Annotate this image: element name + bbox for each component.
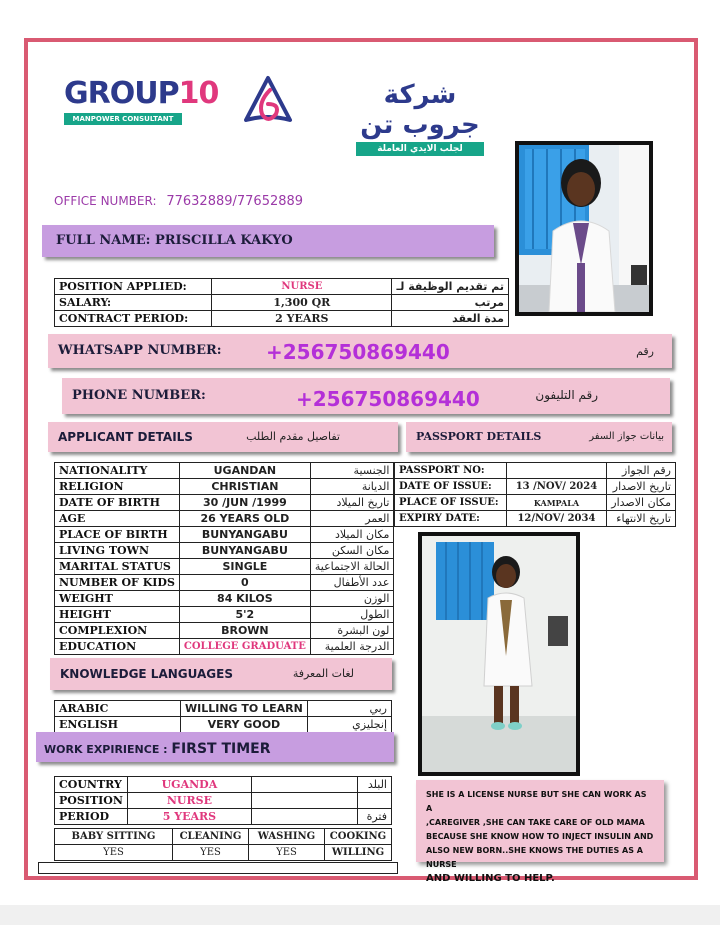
expiry-date-value: 12/NOV/ 2034: [506, 511, 607, 527]
period-ar: فترة: [357, 809, 391, 825]
religion-label: RELIGION: [55, 479, 180, 495]
table-row: [55, 639, 394, 655]
table-row: [55, 607, 394, 623]
passport-details-label: PASSPORT DETAILS: [416, 430, 542, 443]
work-experience-banner: [36, 732, 394, 762]
arabic-logo: [356, 80, 484, 156]
salary-label: SALARY:: [55, 295, 212, 311]
place-of-birth-value: BUNYANGABU: [179, 527, 310, 543]
applicant-photo-portrait: [515, 141, 653, 316]
living-town-label: LIVING TOWN: [55, 543, 180, 559]
contract-period-value: 2 YEARS: [212, 311, 392, 327]
applicant-details-ar-label: تفاصيل مقدم الطلب: [246, 430, 340, 443]
whatsapp-number: +256750869440: [266, 340, 450, 364]
living-town-ar: مكان السكن: [310, 543, 394, 559]
work-position-ar: [357, 793, 391, 809]
height-ar: الطول: [310, 607, 394, 623]
washing-header: WASHING: [249, 829, 325, 845]
place-of-birth-ar: مكان الميلاد: [310, 527, 394, 543]
marital-status-value: SINGLE: [179, 559, 310, 575]
note-line: BECAUSE SHE KNOW HOW TO INJECT INSULIN AND: [426, 832, 654, 841]
washing-value: YES: [249, 845, 325, 861]
complexion-value: BROWN: [179, 623, 310, 639]
date-of-issue-ar: تاريخ الاصدار: [607, 479, 676, 495]
note-line: ALSO NEW BORN..SHE KNOWS THE DUTIES AS A NURSE: [426, 846, 643, 869]
nationality-label: NATIONALITY: [55, 463, 180, 479]
table-row: [55, 495, 394, 511]
table-row: [55, 511, 394, 527]
place-of-issue-value: KAMPALA: [506, 495, 607, 511]
arabic-level: WILLING TO LEARN: [181, 701, 308, 717]
period-label: PERIOD: [55, 809, 128, 825]
nationality-value: UGANDAN: [179, 463, 310, 479]
date-of-issue-label: DATE OF ISSUE:: [395, 479, 507, 495]
dob-label: DATE OF BIRTH: [55, 495, 180, 511]
applicant-table: [54, 462, 394, 655]
table-row: [55, 479, 394, 495]
applicant-details-label: APPLICANT DETAILS: [58, 430, 193, 444]
logo-group-text: GROUP: [64, 76, 179, 111]
phone-banner: [62, 378, 670, 414]
age-ar: العمر: [310, 511, 394, 527]
table-row: [55, 591, 394, 607]
marital-status-label: MARITAL STATUS: [55, 559, 180, 575]
living-town-value: BUNYANGABU: [179, 543, 310, 559]
dob-ar: تاريخ الميلاد: [310, 495, 394, 511]
kids-ar: عدد الأطفال: [310, 575, 394, 591]
work-position-value: NURSE: [127, 793, 251, 809]
arabic-logo-title: شركة جروب تن: [360, 80, 480, 140]
table-row: [55, 829, 392, 845]
work-position-label: POSITION: [55, 793, 128, 809]
passport-details-ar-label: بيانات جواز السفر: [589, 431, 664, 442]
work-experience-label: [44, 741, 270, 757]
salary-ar-label: مرتب: [392, 295, 509, 311]
passport-no-label: PASSPORT NO:: [395, 463, 507, 479]
logo-number-text: 10: [178, 76, 219, 111]
nationality-ar: الجنسية: [310, 463, 394, 479]
next-page-edge: [0, 925, 720, 942]
phone-label: PHONE NUMBER:: [72, 388, 206, 403]
complexion-ar: لون البشرة: [310, 623, 394, 639]
age-label: AGE: [55, 511, 180, 527]
table-row: [55, 463, 394, 479]
table-row: [55, 777, 392, 793]
table-row: [395, 463, 676, 479]
table-row: [55, 527, 394, 543]
religion-ar: الديانة: [310, 479, 394, 495]
place-of-issue-label: PLACE OF ISSUE:: [395, 495, 507, 511]
skills-table: [54, 828, 392, 861]
weight-label: WEIGHT: [55, 591, 180, 607]
table-row: [55, 623, 394, 639]
contract-period-ar-label: مدة العقد: [392, 311, 509, 327]
arabic-label: ARABIC: [55, 701, 181, 717]
full-name-text: FULL NAME: PRISCILLA KAKYO: [56, 233, 293, 248]
whatsapp-label: WHATSAPP NUMBER:: [58, 343, 222, 358]
education-label: EDUCATION: [55, 639, 180, 655]
languages-table: [54, 700, 392, 733]
table-row: [55, 543, 394, 559]
applicant-details-banner: [48, 422, 398, 452]
cooking-header: COOKING: [325, 829, 392, 845]
office-number-value: 77632889/77652889: [166, 194, 304, 209]
whatsapp-ar-label: رقم: [636, 345, 654, 358]
table-row: [55, 559, 394, 575]
table-row: [395, 495, 676, 511]
note-line: ,CAREGIVER ,SHE CAN TAKE CARE OF OLD MAMA: [426, 818, 645, 827]
cleaning-value: YES: [173, 845, 249, 861]
english-ar: إنجليزي: [307, 717, 391, 733]
english-label: ENGLISH: [55, 717, 181, 733]
table-row: [55, 701, 392, 717]
baby-sitting-header: BABY SITTING: [55, 829, 173, 845]
complexion-label: COMPLEXION: [55, 623, 180, 639]
languages-ar-label: لغات المعرفة: [292, 667, 354, 680]
table-row: [55, 793, 392, 809]
languages-banner: [50, 658, 392, 690]
table-row: [55, 311, 509, 327]
group10-logo: [64, 76, 219, 125]
place-of-issue-ar: مكان الاصدار: [607, 495, 676, 511]
kids-label: NUMBER OF KIDS: [55, 575, 180, 591]
country-label: COUNTRY: [55, 777, 128, 793]
full-name-banner: [42, 225, 494, 257]
passport-no-value: [506, 463, 607, 479]
work-position-empty: [251, 793, 357, 809]
languages-label: KNOWLEDGE LANGUAGES: [60, 667, 233, 681]
table-row: [395, 479, 676, 495]
date-of-issue-value: 13 /NOV/ 2024: [506, 479, 607, 495]
applicant-photo-full-body: [418, 532, 580, 776]
passport-details-banner: [406, 422, 672, 452]
dob-value: 30 /JUN /1999: [179, 495, 310, 511]
country-empty: [251, 777, 357, 793]
position-label: POSITION APPLIED:: [55, 279, 212, 295]
work-experience-title: WORK EXPIRIENCE :: [44, 743, 172, 756]
table-row: [55, 575, 394, 591]
brand-mark-icon: [240, 74, 296, 130]
phone-number: +256750869440: [296, 387, 480, 411]
english-level: VERY GOOD: [181, 717, 308, 733]
work-table: [54, 776, 392, 825]
table-row: [55, 845, 392, 861]
applicant-note: [416, 780, 664, 884]
period-value: 5 YEARS: [127, 809, 251, 825]
passport-table: [394, 462, 676, 527]
office-number: [54, 194, 303, 209]
education-value: COLLEGE GRADUATE: [179, 639, 310, 655]
period-empty: [251, 809, 357, 825]
position-table: [54, 278, 509, 327]
weight-value: 84 KILOS: [179, 591, 310, 607]
kids-value: 0: [179, 575, 310, 591]
work-experience-value: FIRST TIMER: [171, 741, 271, 757]
expiry-date-ar: تاريخ الانتهاء: [607, 511, 676, 527]
weight-ar: الوزن: [310, 591, 394, 607]
note-line: AND WILLING TO HELP.: [426, 873, 555, 884]
full-body-photo-drawing: [422, 536, 576, 772]
baby-sitting-value: YES: [55, 845, 173, 861]
logo-subtitle: MANPOWER CONSULTANT: [64, 113, 182, 125]
contract-period-label: CONTRACT PERIOD:: [55, 311, 212, 327]
arabic-ar: ربي: [307, 701, 391, 717]
position-value: NURSE: [212, 279, 392, 295]
passport-no-ar: رقم الجواز: [607, 463, 676, 479]
country-ar: البلد: [357, 777, 391, 793]
marital-status-ar: الحالة الاجتماعية: [310, 559, 394, 575]
education-ar: الدرجة العلمية: [310, 639, 394, 655]
office-number-label: OFFICE NUMBER:: [54, 194, 157, 208]
empty-footer-row: [38, 862, 398, 874]
height-label: HEIGHT: [55, 607, 180, 623]
table-row: [395, 511, 676, 527]
table-row: [55, 295, 509, 311]
place-of-birth-label: PLACE OF BIRTH: [55, 527, 180, 543]
table-row: [55, 279, 509, 295]
expiry-date-label: EXPIRY DATE:: [395, 511, 507, 527]
note-line: SHE IS A LICENSE NURSE BUT SHE CAN WORK AS A: [426, 790, 647, 813]
position-ar-label: تم تقديم الوظيفة لـ: [392, 279, 509, 295]
cooking-value: WILLING: [325, 845, 392, 861]
phone-ar-label: رقم التليفون: [535, 388, 598, 402]
whatsapp-banner: [48, 334, 672, 368]
height-value: 5'2: [179, 607, 310, 623]
portrait-photo-drawing: [519, 145, 649, 312]
table-row: [55, 809, 392, 825]
arabic-logo-subtitle: لجلب الايدي العاملة: [356, 142, 484, 156]
age-value: 26 YEARS OLD: [179, 511, 310, 527]
cleaning-header: CLEANING: [173, 829, 249, 845]
table-row: [55, 717, 392, 733]
religion-value: CHRISTIAN: [179, 479, 310, 495]
country-value: UGANDA: [127, 777, 251, 793]
salary-value: 1,300 QR: [212, 295, 392, 311]
